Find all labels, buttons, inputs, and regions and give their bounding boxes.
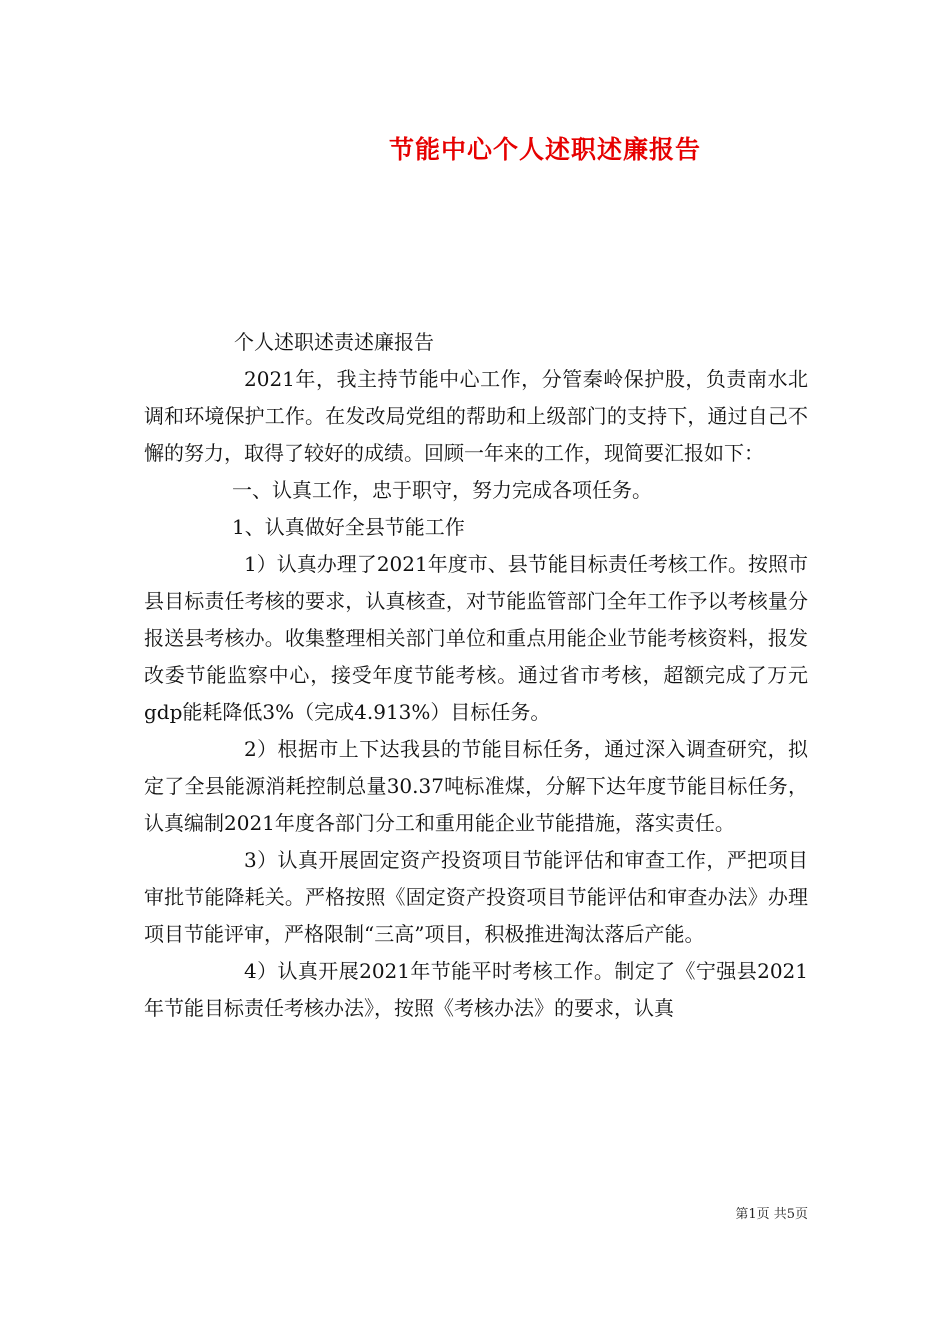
- paragraph-item-3: 3）认真开展固定资产投资项目节能评估和审查工作，严把项目审批节能降耗关。严格按照《固定资产投资项目节能评估和审查办法》办理项目节能评审，严格限制“三高”项目，积极推进淘汰落后产能。: [144, 848, 808, 946]
- paragraph-item-2: 2）根据市上下达我县的节能目标任务，通过深入调查研究，拟定了全县能源消耗控制总量30.37吨标准煤，分解下达年度节能目标任务，认真编制2021年度各部门分工和重用能企业节能措施，落实责任。: [144, 737, 808, 835]
- document-title: 节能中心个人述职述廉报告: [388, 135, 701, 164]
- report-subtitle: 个人述职述责述廉报告: [234, 330, 434, 354]
- paragraph-item-4: 4）认真开展2021年节能平时考核工作。制定了《宁强县2021年节能目标责任考核办法》，按照《考核办法》的要求，认真: [144, 959, 808, 1020]
- page-number: 第1页 共5页: [735, 1207, 808, 1222]
- section-heading-1: 一、认真工作，忠于职守，努力完成各项任务。: [232, 478, 652, 502]
- paragraph-intro: 2021年，我主持节能中心工作，分管秦岭保护股，负责南水北调和环境保护工作。在发改局党组的帮助和上级部门的支持下，通过自己不懈的努力，取得了较好的成绩。回顾一年来的工作，现简要汇报如下：: [144, 367, 808, 465]
- document-body: [144, 324, 808, 1027]
- subsection-heading-1: 1、认真做好全县节能工作: [232, 515, 465, 539]
- paragraph-item-1: 1）认真办理了2021年度市、县节能目标责任考核工作。按照市县目标责任考核的要求，认真核查，对节能监管部门全年工作予以考核量分报送县考核办。收集整理相关部门单位和重点用能企业节能考核资料，报发改委节能监察中心，接受年度节能考核。通过省市考核，超额完成了万元gdp能耗降低3%（完成4.913%）目标任务。: [144, 552, 808, 724]
